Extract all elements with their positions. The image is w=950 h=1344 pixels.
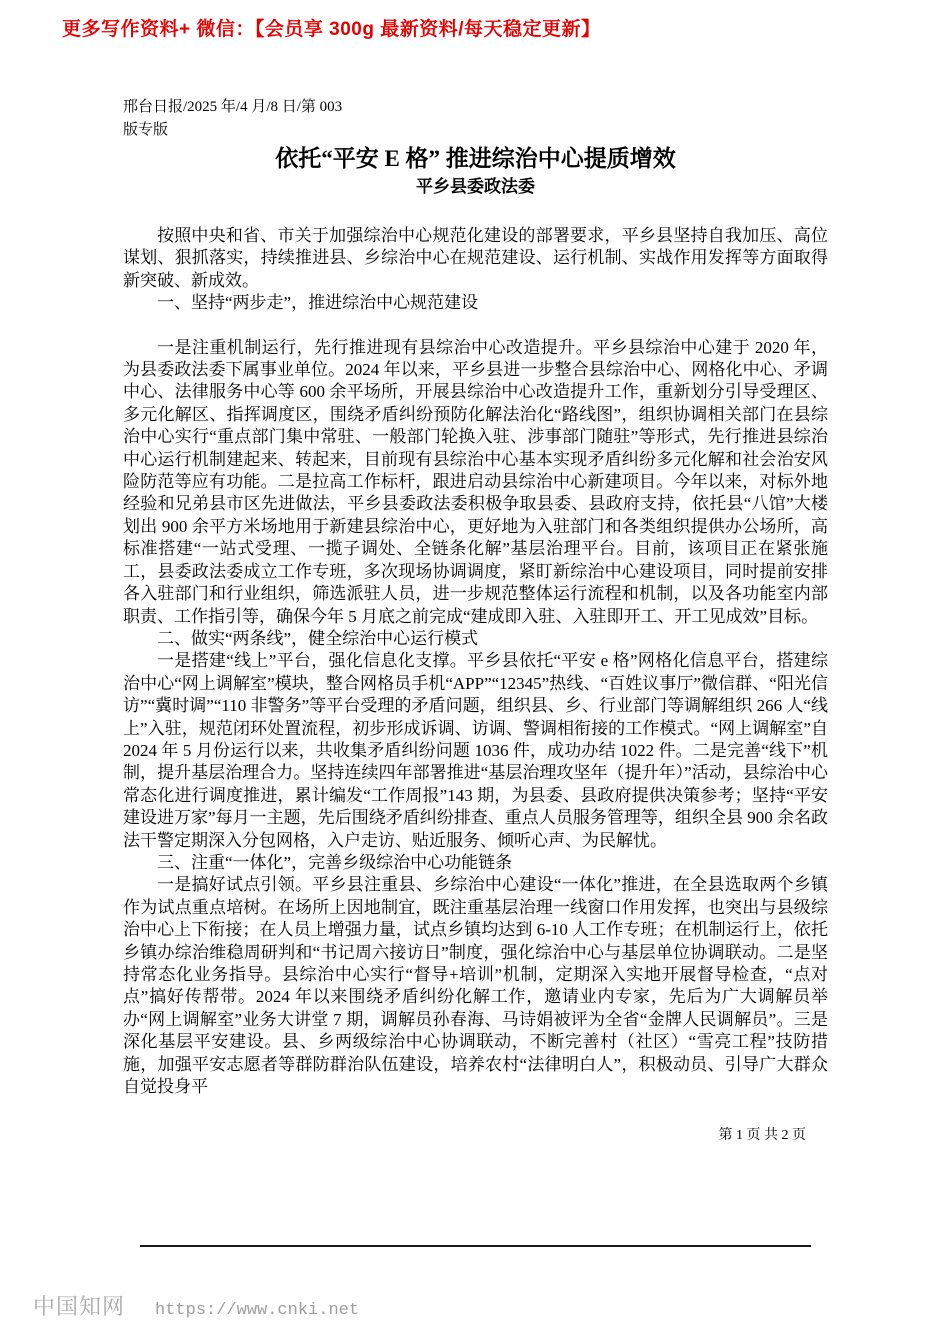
source-citation-line2: 版专版 xyxy=(123,122,169,138)
cnki-url: https://www.cnki.net xyxy=(155,1301,360,1320)
cnki-logo: 中国知网 xyxy=(33,1294,126,1319)
article-body xyxy=(123,225,828,1098)
paragraph-section-3: 一是搞好试点引领。平乡县注重县、乡综治中心建设“一体化”推进，在全县选取两个乡镇作为试点重点培树。在场所上因地制宜，既注重基层治理一线窗口作用发挥，也突出与县级综治中心上下衔接；在人员上增强力量，试点乡镇均达到 6-10 人工作专班；在机制运行上，依托乡镇办综治维稳周研判和“书记周六接访日”制度，强化综治中心与基层单位协调联动。二是坚持常态化业务指导。县综治中心实行“督导+培训”机制，定期深入实地开展督导检查，“点对点”搞好传帮带。2024 年以来围绕矛盾纠纷化解工作，邀请业内专家，先后为广大调解员举办“网上调解室”业务大讲堂 7 期，调解员孙春海、马诗娟被评为全省“金牌人民调解员”。三是深化基层平安建设。县、乡两级综治中心协调联动，不断完善村（社区）“雪亮工程”技防措施，加强平安志愿者等群防群治队伍建设，培养农村“法律明白人”，积极动员、引导广大群众自觉投身平 xyxy=(123,875,828,1097)
section-heading-2: 二、做实“两条线”，健全综治中心运行模式 xyxy=(157,628,479,648)
section-heading-3: 三、注重“一体化”，完善乡级综治中心功能链条 xyxy=(157,852,513,872)
paragraph-section-1: 一是注重机制运行，先行推进现有县综治中心改造提升。平乡县综治中心建于 2020 年，为县委政法委下属事业单位。2024 年以来，平乡县进一步整合县综治中心、网格化中心、矛调中心、法律服务中心等 600 余平场所，开展县综治中心改造提升工作，重新划分引导受理区、多元化解区、指挥调度区，围绕矛盾纠纷预防化解法治化“路线图”，组织协调相关部门在县综治中心实行“重点部门集中常驻、一般部门轮换入驻、涉事部门随驻”等形式，先行推进县综治中心运行机制建起来、转起来，目前现有县综治中心基本实现矛盾纠纷多元化解和社会治安风险防范等应有功能。二是拉高工作标杆，跟进启动县综治中心新建项目。今年以来，对标外地经验和兄弟县市区先进做法，平乡县委政法委积极争取县委、县政府支持，依托县“八馆”大楼划出 900 余平方米场地用于新建县综治中心，更好地为入驻部门和各类组织提供办公场所，高标准搭建“一站式受理、一揽子调处、全链条化解”基层治理平台。目前，该项目正在紧张施工，县委政法委成立工作专班，多次现场协调调度，紧盯新综治中心建设项目，同时提前安排各入驻部门和行业组织，筛选派驻人员，进一步规范整体运行流程和机制，以及各功能室内部职责、工作指引等，确保今年 5 月底之前完成“建成即入驻、入驻即开工、开工见成效”目标。 xyxy=(123,337,828,626)
paragraph-section-2: 一是搭建“线上”平台，强化信息化支撑。平乡县依托“平安 e 格”网格化信息平台，搭建综治中心“网上调解室”模块，整合网格员手机“APP”“12345”热线、“百姓议事厅”微信群、“阳光信访”“冀时调”“110 非警务”等平台受理的矛盾问题，组织县、乡、行业部门等调解组织 266 人“线上”入驻，规范闭环处置流程，初步形成诉调、访调、警调相衔接的工作模式。“网上调解室”自 2024 年 5 月份运行以来，共收集矛盾纠纷问题 1036 件，成功办结 1022 件。二是完善“线下”机制，提升基层治理合力。坚持连续四年部署推进“基层治理攻坚年（提升年）”活动，县综治中心常态化进行调度推进，累计编发“工作周报”143 期，为县委、县政府提供决策参考；坚持“平安建设进万家”每月一主题，先后围绕矛盾纠纷排查、重点人员服务管理等，组织全县 900 余名政法干警定期深入分包网格，入户走访、贴近服务、倾听心声、为民解忧。 xyxy=(123,651,828,850)
cnki-watermark xyxy=(33,1290,359,1321)
section-heading-1: 一、坚持“两步走”，推进综治中心规范建设 xyxy=(157,293,479,313)
article-content xyxy=(123,96,828,1144)
article-title: 依托“平安 E 格” 推进综治中心提质增效 xyxy=(275,146,676,171)
article-author: 平乡县委政法委 xyxy=(416,177,535,196)
source-citation-line1: 邢台日报/2025 年/4 月/8 日/第 003 xyxy=(123,99,343,115)
source-citation xyxy=(123,96,828,142)
page-indicator: 第 1 页 共 2 页 xyxy=(718,1128,806,1144)
promo-banner: 更多写作资料+ 微信：【会员享 300g 最新资料/每天稳定更新】 xyxy=(62,19,601,40)
footer-divider xyxy=(140,1245,811,1247)
paragraph-intro: 按照中央和省、市关于加强综治中心规范化建设的部署要求，平乡县坚持自我加压、高位谋划、狠抓落实，持续推进县、乡综治中心在规范建设、运行机制、实战作用发挥等方面取得新突破、新成效。 xyxy=(123,226,828,290)
